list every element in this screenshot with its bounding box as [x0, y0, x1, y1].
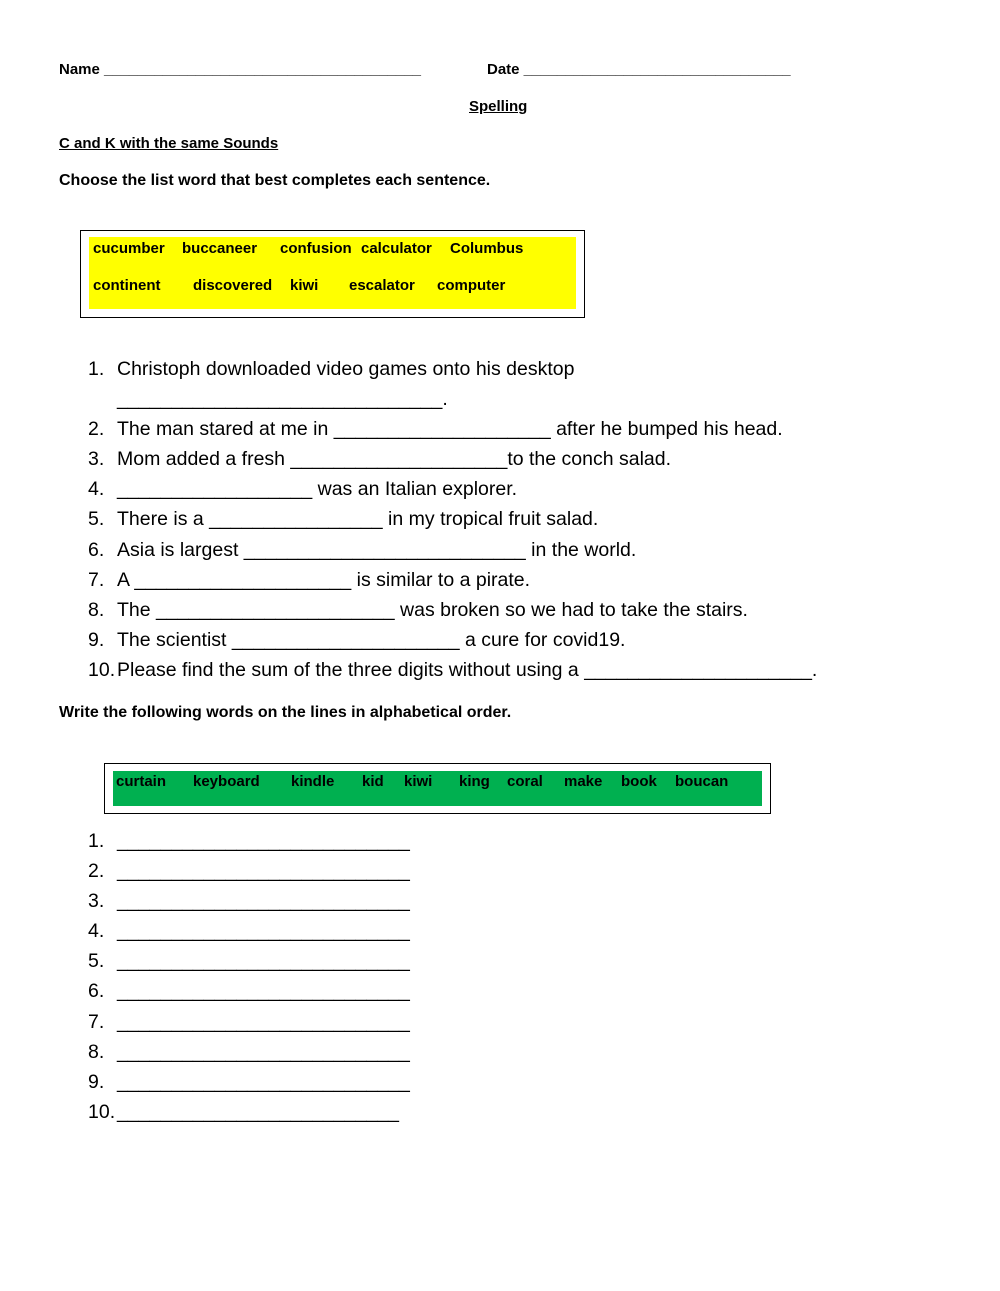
- item-number: 3.: [88, 448, 105, 471]
- sentence-item[interactable]: [88, 655, 817, 685]
- word-bank-item: boucan: [675, 773, 729, 790]
- blank-line[interactable]: ___________________________: [117, 950, 410, 973]
- sentence-text: The scientist _____________________ a cure for covid19.: [117, 628, 626, 651]
- sentence-item[interactable]: [88, 414, 817, 444]
- word-bank-yellow: [80, 230, 585, 318]
- word-bank-item: calculator: [361, 240, 432, 257]
- blank-line[interactable]: ___________________________: [117, 860, 410, 883]
- sentence-text: Please find the sum of the three digits without using a _____________________.: [117, 658, 818, 681]
- instructions-fill-in: Choose the list word that best completes each sentence.: [59, 172, 491, 189]
- item-number: 1.: [88, 830, 105, 852]
- page-title: Spelling: [469, 98, 528, 115]
- blank-line[interactable]: ___________________________: [117, 920, 410, 943]
- date-field[interactable]: Date ________________________________: [487, 61, 791, 78]
- answer-line[interactable]: [88, 1007, 410, 1037]
- sentence-item[interactable]: [88, 354, 817, 414]
- sentence-item[interactable]: [88, 444, 817, 474]
- item-number: 1.: [88, 358, 105, 380]
- blank-line[interactable]: __________________________: [117, 1100, 399, 1123]
- word-bank-item: discovered: [193, 277, 273, 294]
- word-bank-item: coral: [507, 773, 543, 790]
- blank-line[interactable]: ___________________________: [117, 1040, 410, 1063]
- name-field[interactable]: Name ______________________________________: [59, 61, 422, 78]
- word-bank-item: king: [459, 773, 490, 790]
- word-bank-item: computer: [437, 277, 506, 294]
- blank-line[interactable]: ___________________________: [117, 1010, 410, 1033]
- word-bank-item: Columbus: [450, 240, 524, 257]
- sentence-text: Asia is largest __________________________ in the world.: [117, 538, 637, 561]
- blank-line[interactable]: ___________________________: [117, 830, 410, 852]
- answer-line[interactable]: [88, 946, 410, 976]
- blank-line[interactable]: ___________________________: [117, 980, 410, 1003]
- answer-line[interactable]: [88, 976, 410, 1006]
- answer-line[interactable]: [88, 1037, 410, 1067]
- item-number: 3.: [88, 890, 105, 913]
- word-bank-item: kid: [362, 773, 384, 790]
- word-bank-item: buccaneer: [182, 240, 258, 257]
- item-number: 5.: [88, 508, 105, 531]
- sentence-text: A ____________________ is similar to a pirate.: [117, 568, 531, 591]
- sentence-text: There is a ________________ in my tropical fruit salad.: [117, 508, 599, 531]
- item-number: 4.: [88, 920, 105, 943]
- word-bank-item: book: [621, 773, 657, 790]
- sentence-item[interactable]: [88, 625, 817, 655]
- item-number: 9.: [88, 628, 105, 651]
- blank-line[interactable]: ___________________________: [117, 1070, 410, 1093]
- instructions-alphabetical: Write the following words on the lines in alphabetical order.: [59, 704, 512, 721]
- answer-line[interactable]: [88, 1067, 410, 1097]
- item-number: 9.: [88, 1070, 105, 1093]
- sentence-item[interactable]: [88, 535, 817, 565]
- sentence-item[interactable]: [88, 474, 817, 504]
- word-bank-item: keyboard: [193, 773, 260, 790]
- item-number: 8.: [88, 1040, 105, 1063]
- item-number: 2.: [88, 860, 105, 883]
- sentence-text: The man stared at me in ____________________ after he bumped his head.: [117, 418, 783, 441]
- item-number: 7.: [88, 568, 105, 591]
- sentence-item[interactable]: [88, 565, 817, 595]
- item-number: 5.: [88, 950, 105, 973]
- section-subtitle: C and K with the same Sounds: [59, 135, 279, 152]
- answer-line[interactable]: [88, 856, 410, 886]
- sentence-item[interactable]: [88, 595, 817, 625]
- item-number: 10.: [88, 658, 116, 681]
- sentence-text: Christoph downloaded video games onto his desktop ______________________________.: [117, 358, 575, 411]
- word-bank-item: continent: [93, 277, 161, 294]
- word-bank-item: confusion: [280, 240, 352, 257]
- item-number: 2.: [88, 418, 105, 441]
- sentence-text: Mom added a fresh ____________________to the conch salad.: [117, 448, 672, 471]
- sentence-text: __________________ was an Italian explorer.: [117, 478, 518, 501]
- answer-list: [88, 826, 410, 1127]
- sentence-item[interactable]: [88, 504, 817, 534]
- word-bank-item: cucumber: [93, 240, 165, 257]
- answer-line[interactable]: [88, 916, 410, 946]
- word-bank-item: kiwi: [404, 773, 433, 790]
- word-bank-item: make: [564, 773, 603, 790]
- item-number: 7.: [88, 1010, 105, 1033]
- word-bank-item: kindle: [291, 773, 335, 790]
- item-number: 6.: [88, 538, 105, 561]
- word-bank-item: escalator: [349, 277, 415, 294]
- item-number: 10.: [88, 1100, 116, 1123]
- item-number: 8.: [88, 598, 105, 621]
- word-bank-item: kiwi: [290, 277, 319, 294]
- item-number: 6.: [88, 980, 105, 1003]
- answer-line[interactable]: [88, 1097, 410, 1127]
- answer-line[interactable]: [88, 826, 410, 856]
- item-number: 4.: [88, 478, 105, 501]
- answer-line[interactable]: [88, 886, 410, 916]
- word-bank-green: [104, 763, 771, 814]
- blank-line[interactable]: ___________________________: [117, 890, 410, 913]
- word-bank-item: curtain: [116, 773, 167, 790]
- sentence-text: The ______________________ was broken so we had to take the stairs.: [117, 598, 748, 621]
- sentence-list: [88, 354, 817, 685]
